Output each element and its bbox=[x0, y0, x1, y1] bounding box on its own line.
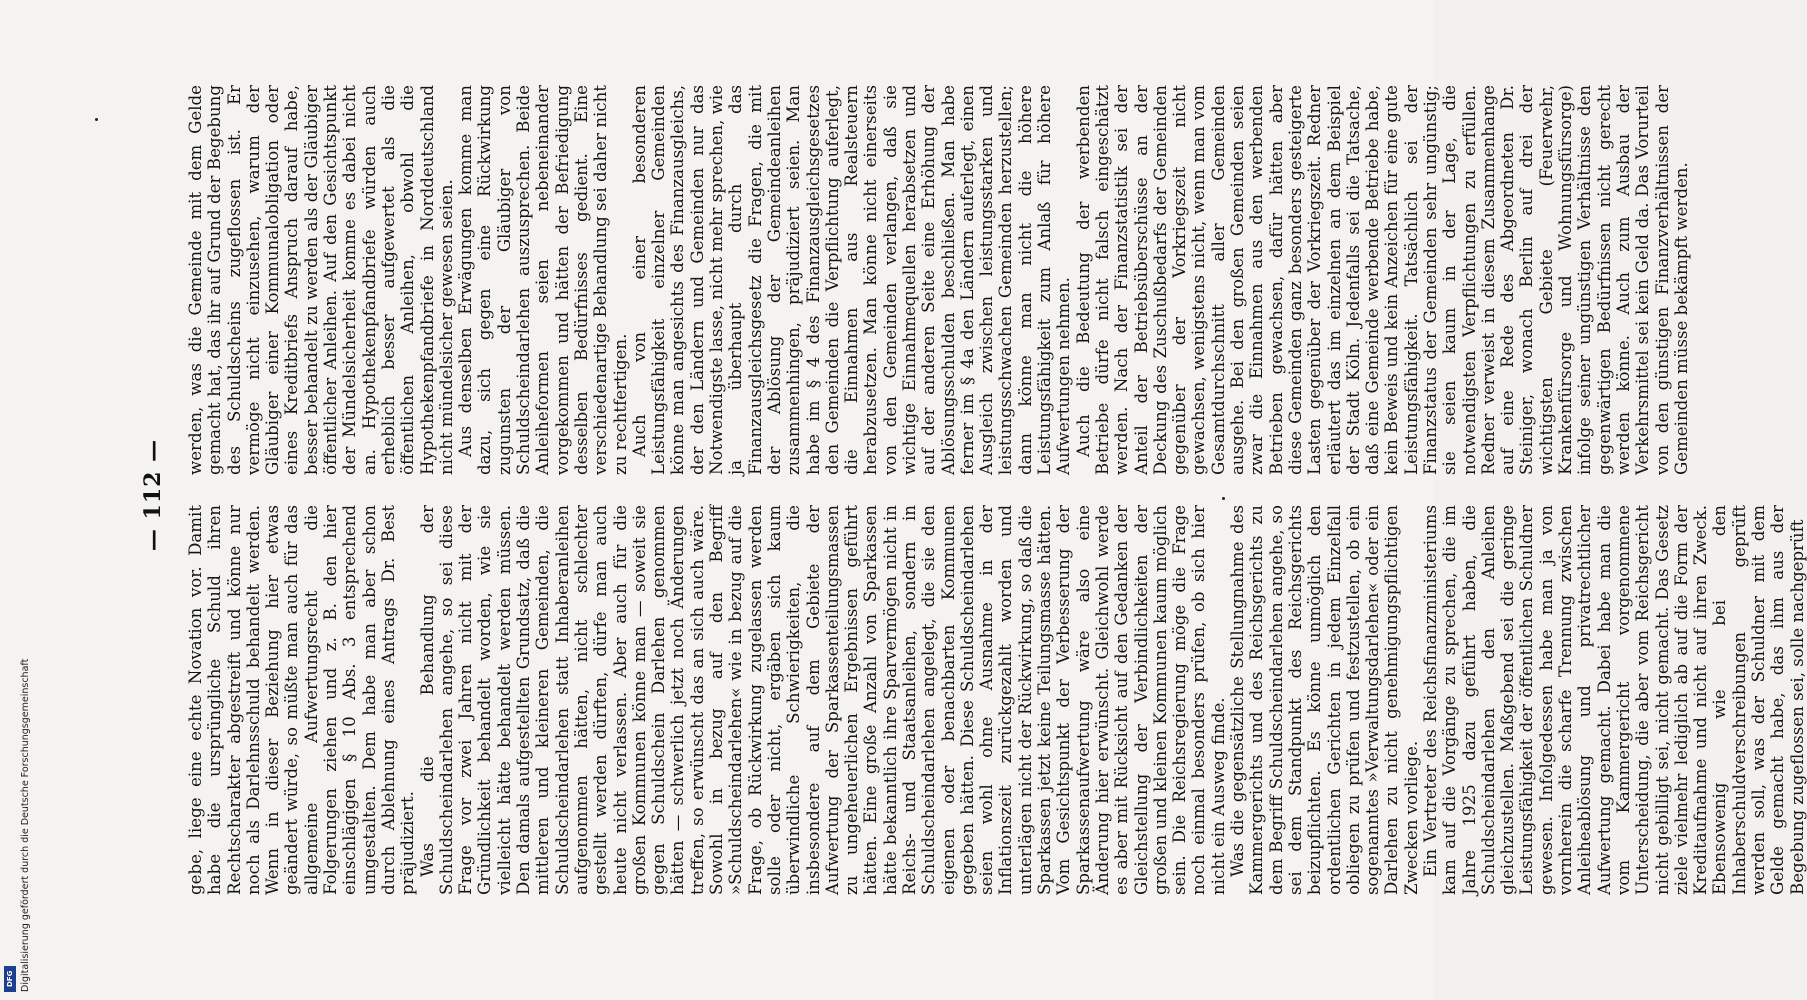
left-text-column bbox=[186, 505, 1807, 895]
digitization-credit: Digitalisierung gefördert durch die Deutsche Forschungsgemeinschaft bbox=[20, 658, 31, 992]
scan-speck bbox=[95, 118, 98, 121]
paragraph: Was die Behandlung der Schuldscheindarlehen angehe, so sei diese Frage vor zwei Jahren nicht mit der Gründlichkeit behandelt worden, wie sie vielleicht hätte behandelt werden müssen. Den damals aufgestellten Grundsatz, daß die mittleren und kleineren Gemeinden, die Schuldscheindarlehen statt Inhaberanleihen aufgenommen hätten, nicht schlechter gestellt werden dürften, dürfe man auch heute nicht verlassen. Aber auch für die großen Kommunen könne man — soweit sie gegen Schuldschein Darlehen genommen hätten — schwerlich jetzt noch Änderungen treffen, so erwünscht das an sich auch wäre. Sowohl in bezug auf den Begriff »Schuldscheindarlehen« wie in bezug auf die Frage, ob Rückwirkung zugelassen werden solle oder nicht, ergäben sich kaum überwindliche Schwierigkeiten, die insbesondere auf dem Gebiete der Aufwertung der Sparkassenteilungsmassen zu ungeheuerlichen Ergebnissen geführt hätten. Eine große Anzahl von Sparkassen hätte bekanntlich ihre Sparvermögen nicht in Reichs- und Staatsanleihen, sondern in Schuldscheindarlehen angelegt, die sie den eigenen oder benachbarten Kommunen gegeben hätten. Diese Schuldscheindarlehen seien wohl ohne Ausnahme in der Inflationszeit zurückgezahlt worden und unterlägen nicht der Rückwirkung, so daß die Sparkassen jetzt keine Teilungsmasse hätten. Vom Gesichtspunkt der Verbesserung der Sparkassenaufwertung wäre also eine Änderung hier erwünscht. Gleichwohl werde es aber mit Rücksicht auf den Gedanken der Gleichstellung der Verbindlichkeiten der großen und kleinen Kommunen kaum möglich sein. Die Reichsregierung möge die Frage noch einmal besonders prüfen, ob sich hier nicht ein Ausweg finde. bbox=[417, 505, 1228, 895]
right-text-column bbox=[186, 85, 1691, 475]
paragraph: gebe, liege eine echte Novation vor. Damit habe die ursprüngliche Schuld ihren Rechtscharakter abgestreift und könne nur noch als Darlehnsschuld behandelt werden. Wenn in dieser Beziehung hier etwas geändert würde, so müßte man auch für das allgemeine Aufwertungsrecht die Folgerungen ziehen und z. B. den hier einschlägigen § 10 Abs. 3 entsprechend umgestalten. Dem habe man aber schon durch Ablehnung eines Antrags Dr. Best präjudiziert. bbox=[186, 505, 418, 895]
paragraph: Ein Vertreter des Reichsfinanzministeriums kam auf die Vorgänge zu sprechen, die im Jahre 1925 dazu geführt haben, die Schuldscheindarlehen den Anleihen gleichzustellen. Maßgebend sei die geringe Leistungsfähigkeit der öffentlichen Schuldner gewesen. Infolgedessen habe man ja von vornherein die scharfe Trennung zwischen Anleiheablösung und privatrechtlicher Aufwertung gemacht. Dabei habe man die vom Kammergericht vorgenommene Unterscheidung, die aber vom Reichsgericht nicht gebilligt sei, nicht gemacht. Das Gesetz ziele vielmehr lediglich ab auf die Form der Kreditaufnahme und nicht auf ihren Zweck. Ebensowenig wie bei den Inhaberschuldverschreibungen geprüft werden soll, was der Schuldner mit dem Gelde gemacht habe, das ihm aus der Begebung zugeflossen sei, solle nachgeprüft bbox=[1421, 505, 1807, 895]
page-number: — 112 — bbox=[140, 438, 166, 552]
dfg-logo: DFG bbox=[4, 966, 16, 992]
rotated-page-content bbox=[140, 85, 1807, 895]
paragraph: Auch die Bedeutung der werbenden Betriebe dürfe nicht falsch eingeschätzt werden. Nach der Finanzstatistik sei der Anteil der Betriebsüberschüsse an der Deckung des Zuschußbedarfs der Gemeinden gegenüber der Vorkriegszeit nicht gewachsen, wenigstens nicht, wenn man vom Gesamtdurchschnitt aller Gemeinden ausgehe. Bei den großen Gemeinden seien zwar die Einnahmen aus den werbenden Betrieben gewachsen, dafür hätten aber diese Gemeinden ganz besonders gesteigerte Lasten gegenüber der Vorkriegszeit. Redner erläutert das im einzelnen an dem Beispiel der Stadt Köln. Jedenfalls sei die Tatsache, daß eine Gemeinde werbende Betriebe habe, kein Beweis und kein Anzeichen für eine gute Leistungsfähigkeit. Tatsächlich sei der Finanzstatus der Gemeinden sehr ungünstig; sie seien kaum in der Lage, die notwendigsten Verpflichtungen zu erfüllen. Redner verweist in diesem Zusammenhange auf eine Rede des Abgeordneten Dr. Steiniger, wonach Berlin auf drei der wichtigsten Gebiete (Feuerwehr, Krankenfürsorge und Wohnungsfürsorge) infolge seiner ungünstigen Verhältnisse den gegenwärtigen Bedürfnissen nicht gerecht werden könne. Auch zum Ausbau der Verkehrsmittel sei kein Geld da. Das Vorurteil von den günstigen Finanzverhältnissen der Gemeinden müsse bekämpft werden. bbox=[1073, 85, 1691, 475]
paragraph: Auch von einer besonderen Leistungsfähigkeit einzelner Gemeinden könne man angesichts des Finanzausgleichs, der den Ländern und Gemeinden nur das Notwendigste lasse, nicht mehr sprechen, wie ja überhaupt durch das Finanzausgleichsgesetz die Fragen, die mit der Ablösung der Gemeindeanleihen zusammenhingen, präjudiziert seien. Man habe im § 4 des Finanzausgleichsgesetzes den Gemeinden die Verpflichtung auferlegt, die Einnahmen aus Realsteuern herabzusetzen. Man könne nicht einerseits von den Gemeinden verlangen, daß sie wichtige Einnahmequellen herabsetzen und auf der anderen Seite eine Erhöhung der Ablösungsschulden beschließen. Man habe ferner im § 4a den Ländern auferlegt, einen Ausgleich zwischen leistungsstarken und leistungsschwachen Gemeinden herzustellen; dann könne man nicht die höhere Leistungsfähigkeit zum Anlaß für höhere Aufwertungen nehmen. bbox=[629, 85, 1074, 475]
scan-speck bbox=[1222, 497, 1225, 500]
paragraph: Aus denselben Erwägungen komme man dazu, sich gegen eine Rückwirkung zugunsten der Gläubiger von Schuldscheindarlehen auszusprechen. Beide Anleiheformen seien nebeneinander vorgekommen und hätten der Befriedigung desselben Bedürfnisses gedient. Eine verschiedenartige Behandlung sei daher nicht zu rechtfertigen. bbox=[456, 85, 630, 475]
paragraph: Was die gegensätzliche Stellungnahme des Kammergerichts und des Reichsgerichts zu dem Begriff Schuldscheindarlehen angehe, so sei dem Standpunkt des Reichsgerichts beizupflichten. Es könne unmöglich den ordentlichen Gerichten in jedem Einzelfall obliegen zu prüfen und festzustellen, ob ein sogenanntes »Verwaltungsdarlehen« oder ein Darlehen zu nicht genehmigungspflichtigen Zwecken vorliege. bbox=[1228, 505, 1421, 895]
paragraph: werden, was die Gemeinde mit dem Gelde gemacht hat, das ihr auf Grund der Begebung des Schuldscheins zugeflossen ist. Er vermöge nicht einzusehen, warum der Gläubiger einer Kommunalobligation oder eines Kreditbriefs Anspruch darauf habe, besser behandelt zu werden als der Gläubiger öffentlicher Anleihen. Auf den Gesichtspunkt der Mündelsicherheit komme es dabei nicht an. Hypothekenpfandbriefe würden auch erheblich besser aufgewertet als die öffentlichen Anleihen, obwohl die Hypothekenpfandbriefe in Norddeutschland nicht mündelsicher gewesen seien. bbox=[186, 85, 456, 475]
